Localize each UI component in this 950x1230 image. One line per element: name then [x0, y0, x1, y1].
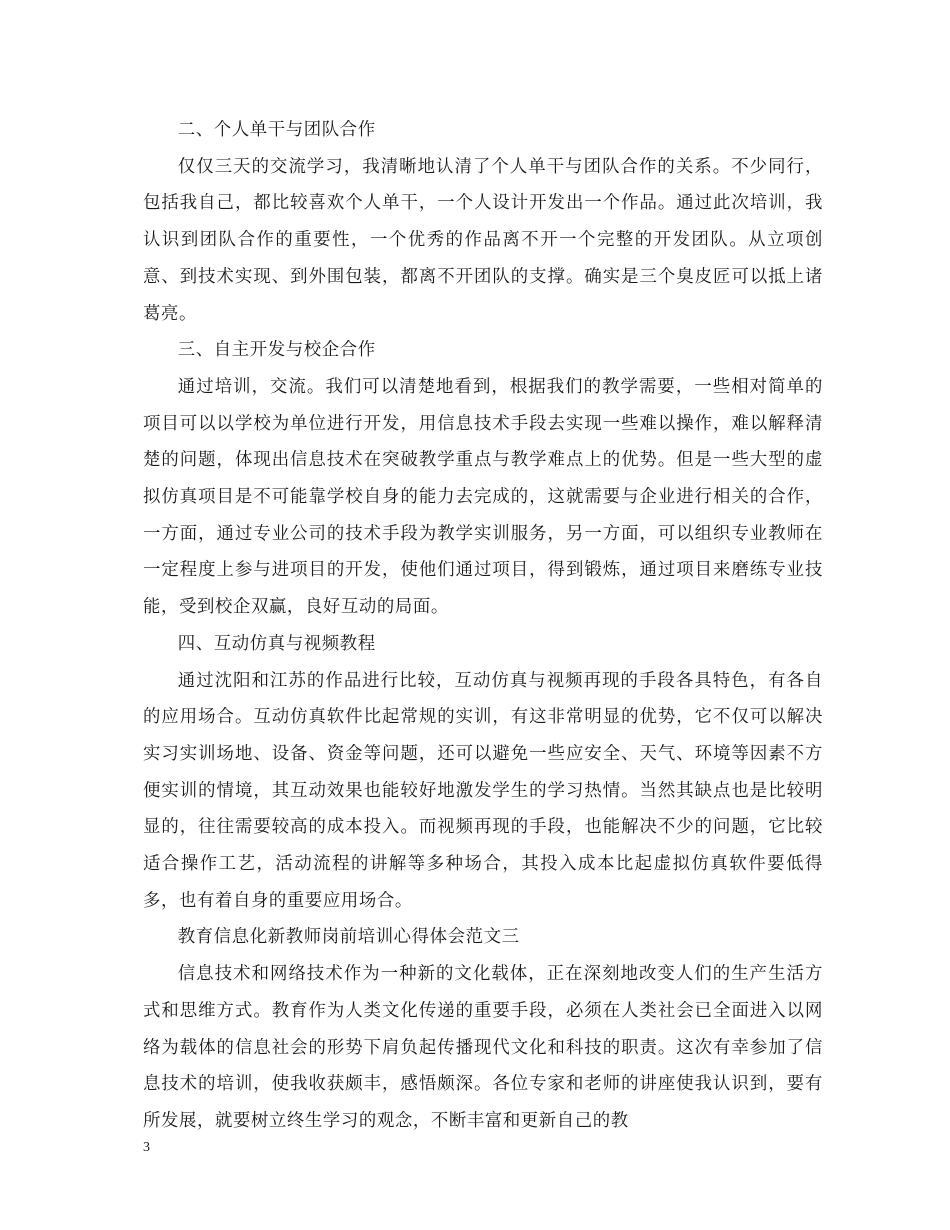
section-heading: 教育信息化新教师岗前培训心得体会范文三: [177, 927, 520, 948]
body-paragraph: 通过沈阳和江苏的作品进行比较，互动仿真与视频再现的手段各具特色，有各自的应用场合。互动仿真软件比起常规的实训，有这非常明显的优势，它不仅可以解决实习实训场地、设备、资金等问题，还可以避免一些应安全、天气、环境等因素不方便实训的情境，其互动效果也能较好地激发学生的学习热情。当然其缺点也是比较明显的，往往需要较高的成本投入。而视频再现的手段，也能解决不少的问题，它比较适合操作工艺，活动流程的讲解等多种场合，其投入成本比起虚拟仿真软件要低得多，也有着自身的重要应用场合。: [143, 670, 823, 911]
document-page: [143, 112, 823, 1140]
section-heading: 二、个人单干与团队合作: [177, 120, 376, 140]
body-paragraph: 通过培训，交流。我们可以清楚地看到，根据我们的教学需要，一些相对简单的项目可以以学校为单位进行开发，用信息技术手段去实现一些难以操作，难以解释清楚的问题，体现出信息技术在突破教学重点与教学难点上的优势。但是一些大型的虚拟仿真项目是不可能靠学校自身的能力去完成的，这就需要与企业进行相关的合作，一方面，通过专业公司的技术手段为教学实训服务，另一方面，可以组织专业教师在一定程度上参与进项目的开发，使他们通过项目，得到锻炼，通过项目来磨练专业技能，受到校企双赢，良好互动的局面。: [143, 376, 823, 618]
body-paragraph: 信息技术和网络技术作为一种新的文化载体，正在深刻地改变人们的生产生活方式和思维方式。教育作为人类文化传递的重要手段，必须在人类社会已全面进入以网络为载体的信息社会的形势下肩负起传播现代文化和科技的职责。这次有幸参加了信息技术的培训，使我收获颇丰，感悟颇深。各位专家和老师的讲座使我认识到，要有所发展，就要树立终生学习的观念，不断丰富和更新自己的教: [143, 964, 823, 1131]
section-heading: 四、互动仿真与视频教程: [177, 633, 376, 654]
page-number: 3: [143, 1140, 150, 1155]
section-heading: 三、自主开发与校企合作: [177, 340, 376, 361]
body-paragraph: 仅仅三天的交流学习，我清晰地认清了个人单干与团队合作的关系。不少同行，包括我自己，都比较喜欢个人单干，一个人设计开发出一个作品。通过此次培训，我认识到团队合作的重要性，一个优秀的作品离不开一个完整的开发团队。从立项创意、到技术实现、到外围包装，都离不开团队的支撑。确实是三个臭皮匠可以抵上诸葛亮。: [143, 156, 823, 324]
